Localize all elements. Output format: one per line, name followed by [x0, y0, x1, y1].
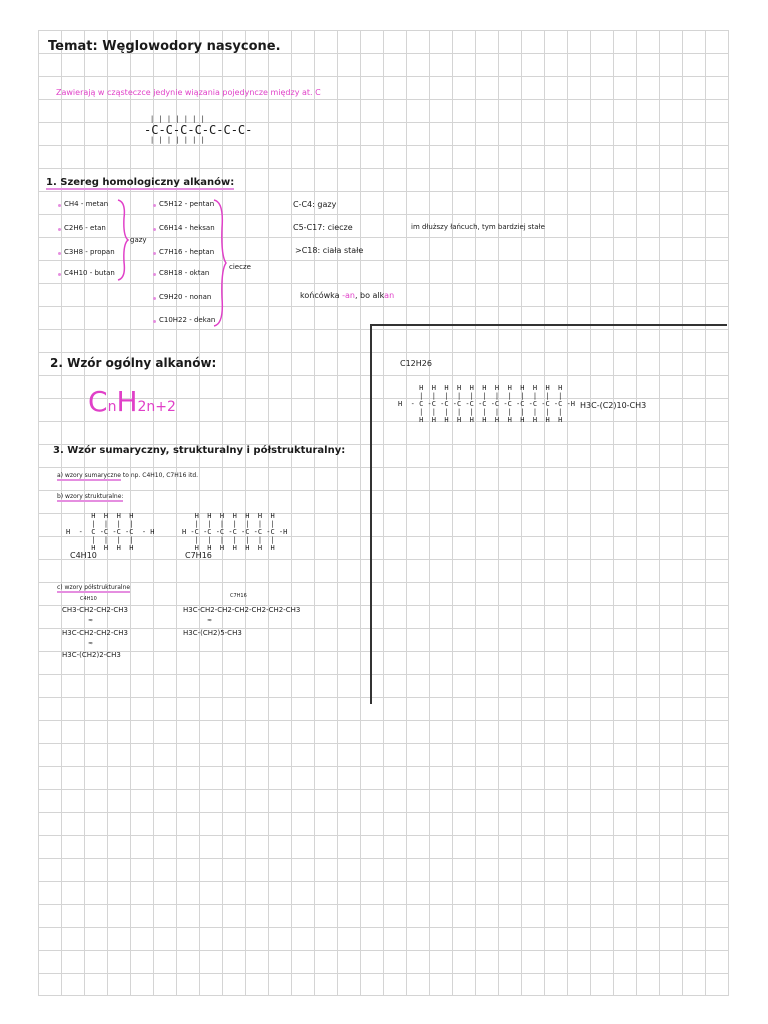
panel-left-rule [370, 324, 372, 704]
semistructural-right-2: H3C-(CH2)5-CH3 [183, 629, 242, 637]
semistructural-left-approx: ≈ [88, 640, 94, 647]
gas-brace [116, 198, 130, 282]
semistructural-left-2: H3C-CH2-CH2-CH3 [62, 629, 128, 637]
longer-chain-note: im dłuższy łańcuch, tym bardziej stałe [411, 223, 545, 231]
intro-note: Zawierają w cząsteczce jedynie wiązania pojedyncze między at. C [56, 88, 321, 97]
suffix-note: końcówka -an, bo alkan [300, 291, 395, 300]
structural-c7h16: H H H H H H H | | | | | | | H -C -C -C -C -C -C -C -H | | | | | | | H H H H H H H [182, 512, 288, 552]
alkane-item: C5H12 - pentan [159, 200, 215, 208]
alkane-item: C4H10 - butan [64, 269, 115, 277]
section-2-heading: 2. Wzór ogólny alkanów: [50, 356, 217, 370]
alkane-item: C6H14 - heksan [159, 224, 215, 232]
liquid-group-label: ciecze [229, 263, 251, 271]
general-formula: CnH2n+2 [88, 385, 176, 418]
alkane-item: CH4 - metan [64, 200, 109, 208]
carbon-chain-top-bonds: | | | | | | | [150, 115, 205, 123]
liquid-brace [212, 198, 228, 328]
structural-c7h16-label: C7H16 [185, 551, 212, 560]
carbon-chain-bottom-bonds: | | | | | | | [150, 136, 205, 144]
page-title: Temat: Węglowodory nasycone. [48, 39, 281, 54]
section-3-heading: 3. Wzór sumaryczny, strukturalny i półstrukturalny: [53, 445, 346, 456]
section-1-heading: 1. Szereg homologiczny alkanów: [46, 177, 235, 188]
semistructural-left-1: CH3-CH2-CH2-CH3 [62, 606, 128, 614]
alkane-item: C9H20 - nonan [159, 293, 212, 301]
alkane-item: C2H6 - etan [64, 224, 106, 232]
state-range-gas: C-C4: gazy [293, 200, 337, 209]
alkane-item: C7H16 - heptan [159, 248, 215, 256]
structural-c4h10-label: C4H10 [70, 551, 97, 560]
summary-formulas-note: a) wzory sumaryczne to np. C4H10, C7H16 itd. [57, 472, 199, 479]
structural-c12h26: H H H H H H H H H H H H | | | | | | | | | | | | H - C -C -C -C -C -C -C -C -C -C -C -C -H | | | | | | | | | | | | H H H H H H H H H H H H [398, 384, 576, 424]
gas-group-label: gazy [130, 236, 147, 244]
semistructural-left-3: H3C-(CH2)2-CH3 [62, 651, 121, 659]
alkane-item: C8H18 - oktan [159, 269, 210, 277]
semistructural-c7h16-head: C7H16 [230, 593, 247, 599]
structural-c4h10: H H H H | | | | H - C -C -C -C - H | | | | H H H H [66, 512, 155, 552]
panel-top-rule [371, 324, 727, 326]
alkane-item: C10H22 - dekan [159, 316, 216, 324]
semistructural-right-approx: ≈ [207, 617, 213, 624]
state-range-solid: >C18: ciała stałe [295, 246, 364, 255]
c12h26-condensed: H3C-(C2)10-CH3 [580, 401, 647, 410]
semistructural-c4h10-head: C4H10 [80, 596, 97, 602]
semistructural-right-1: H3C-CH2-CH2-CH2-CH2-CH2-CH3 [183, 606, 301, 614]
c12h26-title: C12H26 [400, 359, 432, 368]
alkane-item: C3H8 - propan [64, 248, 115, 256]
semistructural-left-approx: ≈ [88, 617, 94, 624]
semistructural-heading: c) wzory półstrukturalne [57, 584, 131, 591]
carbon-chain: -C-C-C-C-C-C-C- [144, 123, 253, 137]
structural-formulas-heading: b) wzory strukturalne: [57, 493, 124, 500]
state-range-liquid: C5-C17: ciecze [293, 223, 353, 232]
